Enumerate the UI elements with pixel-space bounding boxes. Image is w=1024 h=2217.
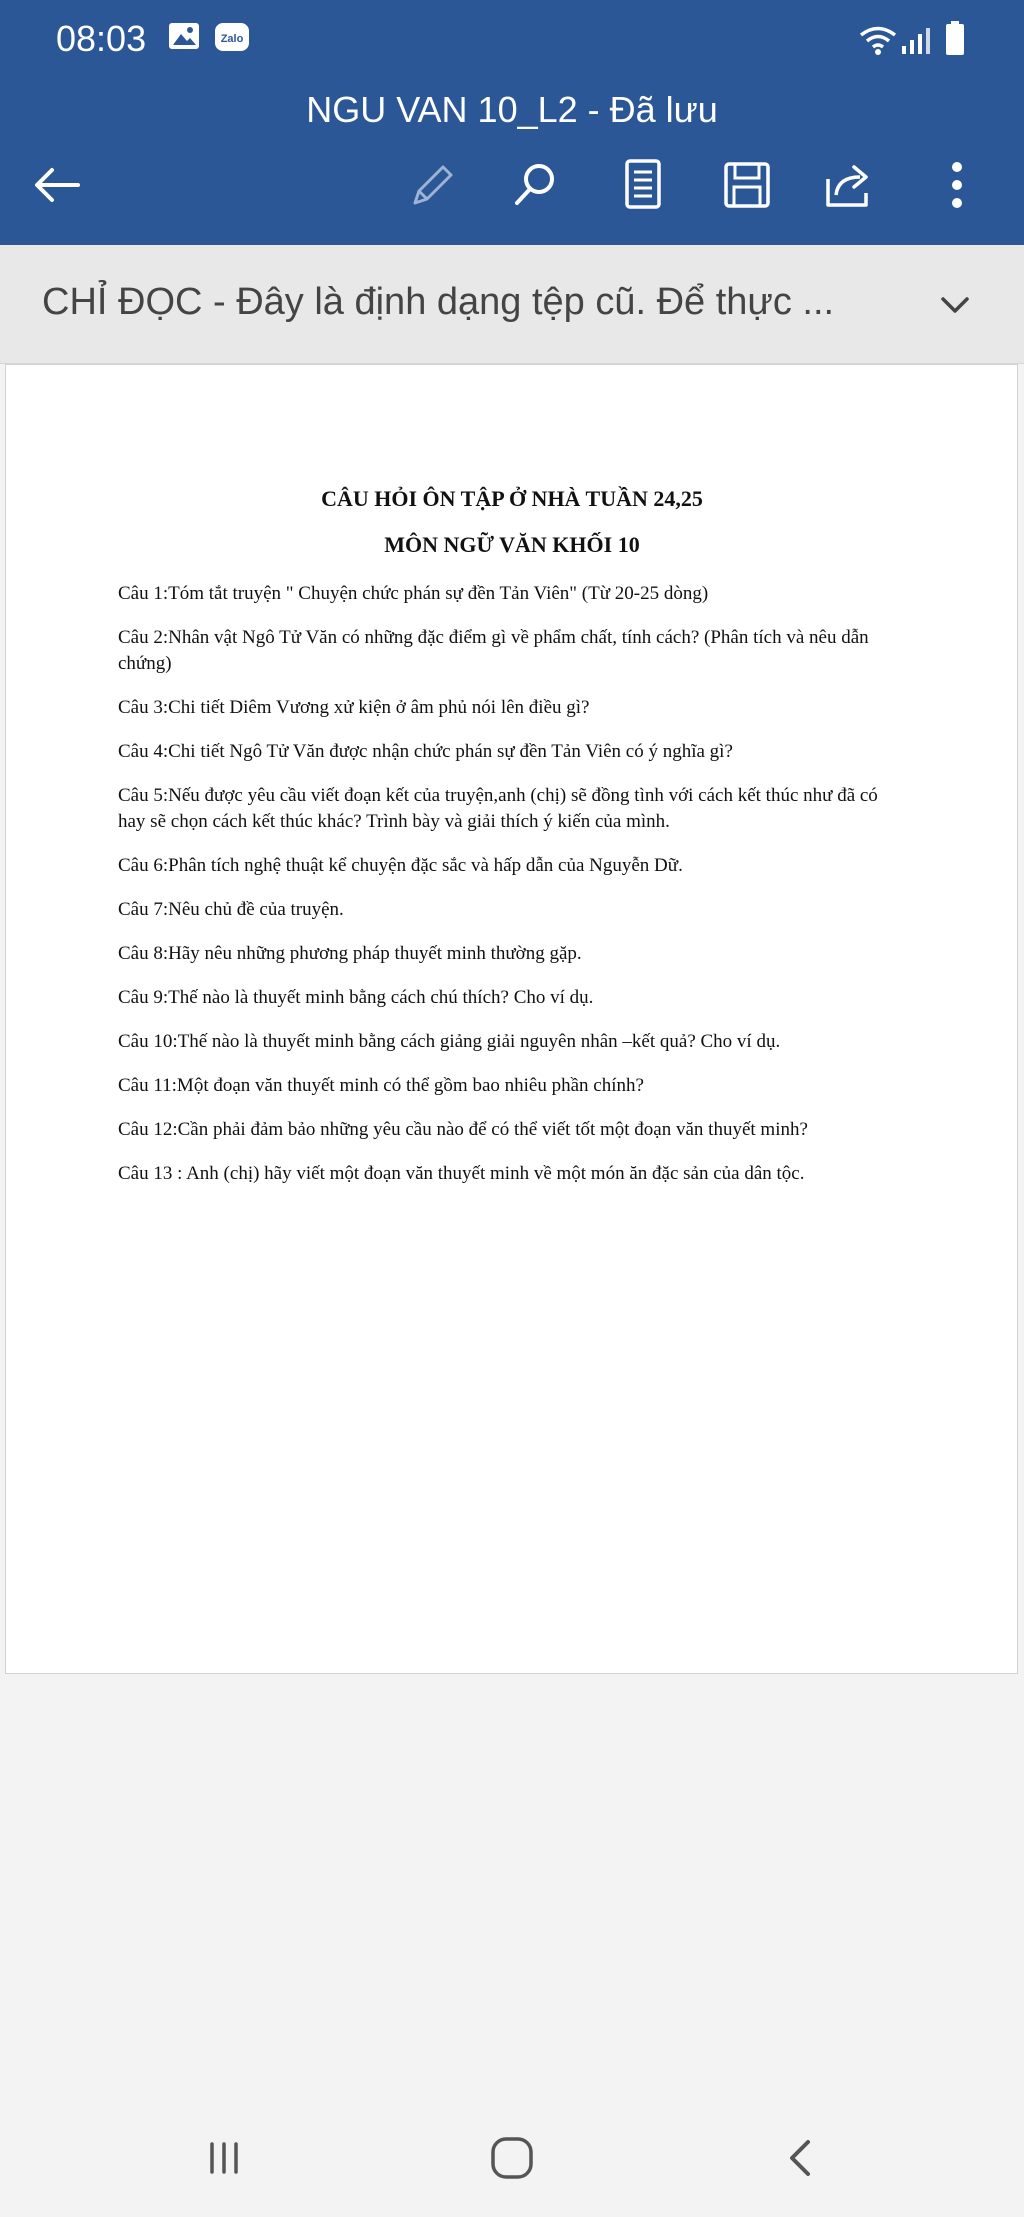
question-item: Câu 10:Thế nào là thuyết minh bằng cách giảng giải nguyên nhân –kết quả? Cho ví dụ. (118, 1031, 781, 1052)
question-item: Câu 9:Thế nào là thuyết minh bằng cách chú thích? Cho ví dụ. (118, 987, 594, 1008)
question-list (118, 581, 908, 1205)
question-item: Câu 7:Nêu chủ đề của truyện. (118, 899, 344, 920)
svg-text:Zalo: Zalo (220, 33, 244, 45)
recent-apps-icon (204, 2138, 244, 2178)
pencil-icon (407, 159, 459, 211)
save-icon (721, 159, 773, 211)
app-bar (0, 0, 1024, 245)
back-button[interactable] (22, 150, 92, 220)
more-options-button[interactable] (922, 150, 992, 220)
read-only-notice-text: CHỈ ĐỌC - Đây là định dạng tệp cũ. Để thực ... (42, 281, 835, 323)
question-item: Câu 3:Chi tiết Diêm Vương xử kiện ở âm phủ nói lên điều gì? (118, 697, 590, 718)
gallery-icon (168, 22, 200, 50)
battery-icon (944, 20, 966, 56)
search-button[interactable] (500, 150, 570, 220)
reading-view-icon (623, 158, 663, 212)
document-subheading: MÔN NGỮ VĂN KHỐI 10 (384, 532, 640, 557)
question-item: Câu 8:Hãy nêu những phương pháp thuyết minh thường gặp. (118, 943, 582, 964)
save-button[interactable] (712, 150, 782, 220)
share-button[interactable] (814, 150, 884, 220)
question-item: Câu 4:Chi tiết Ngô Tử Văn được nhận chức phán sự đền Tản Viên có ý nghĩa gì? (118, 741, 733, 762)
status-time: 08:03 (56, 18, 147, 59)
status-bar (0, 0, 1024, 80)
share-icon (822, 159, 876, 211)
question-item: Câu 11:Một đoạn văn thuyết minh có thể gồm bao nhiêu phần chính? (118, 1075, 644, 1096)
question-item: Câu 6:Phân tích nghệ thuật kể chuyện đặc sắc và hấp dẫn của Nguyễn Dữ. (118, 855, 683, 876)
question-item: Câu 13 : Anh (chị) hãy viết một đoạn văn thuyết minh về một món ăn đặc sản của dân tộc. (118, 1163, 805, 1184)
question-item: Câu 5:Nếu được yêu cầu viết đoạn kết của truyện,anh (chị) sẽ đồng tình với cách kết thúc như đã có hay sẽ chọn cách kết thúc khác? Trình bày và giải thích ý kiến của mình. (118, 785, 878, 832)
reading-view-button[interactable] (608, 150, 678, 220)
question-item: Câu 12:Cần phải đảm bảo những yêu cầu nào để có thể viết tốt một đoạn văn thuyết minh? (118, 1119, 808, 1140)
back-icon (780, 2136, 820, 2180)
recent-apps-button[interactable] (184, 2118, 264, 2198)
search-icon (509, 159, 561, 211)
edit-button[interactable] (398, 150, 468, 220)
document-heading: CÂU HỎI ÔN TẬP Ở NHÀ TUẦN 24,25 (321, 486, 703, 511)
zalo-icon (214, 22, 250, 52)
system-nav-bar (0, 2098, 1024, 2217)
question-item: Câu 1:Tóm tắt truyện " Chuyện chức phán sự đền Tản Viên" (Từ 20-25 dòng) (118, 583, 709, 604)
home-icon (488, 2134, 536, 2182)
more-vert-icon (949, 160, 965, 210)
chevron-down-icon[interactable] (935, 285, 975, 325)
document-title-bar: NGU VAN 10_L2 - Đã lưu (306, 89, 718, 130)
question-item: Câu 2:Nhân vật Ngô Tử Văn có những đặc điểm gì về phẩm chất, tính cách? (Phân tích và nêu dẫn chứng) (118, 627, 869, 674)
signal-icon (900, 26, 934, 54)
wifi-icon (858, 24, 898, 56)
home-button[interactable] (472, 2118, 552, 2198)
back-arrow-icon (32, 165, 82, 205)
back-nav-button[interactable] (760, 2118, 840, 2198)
read-only-banner[interactable] (0, 245, 1024, 364)
